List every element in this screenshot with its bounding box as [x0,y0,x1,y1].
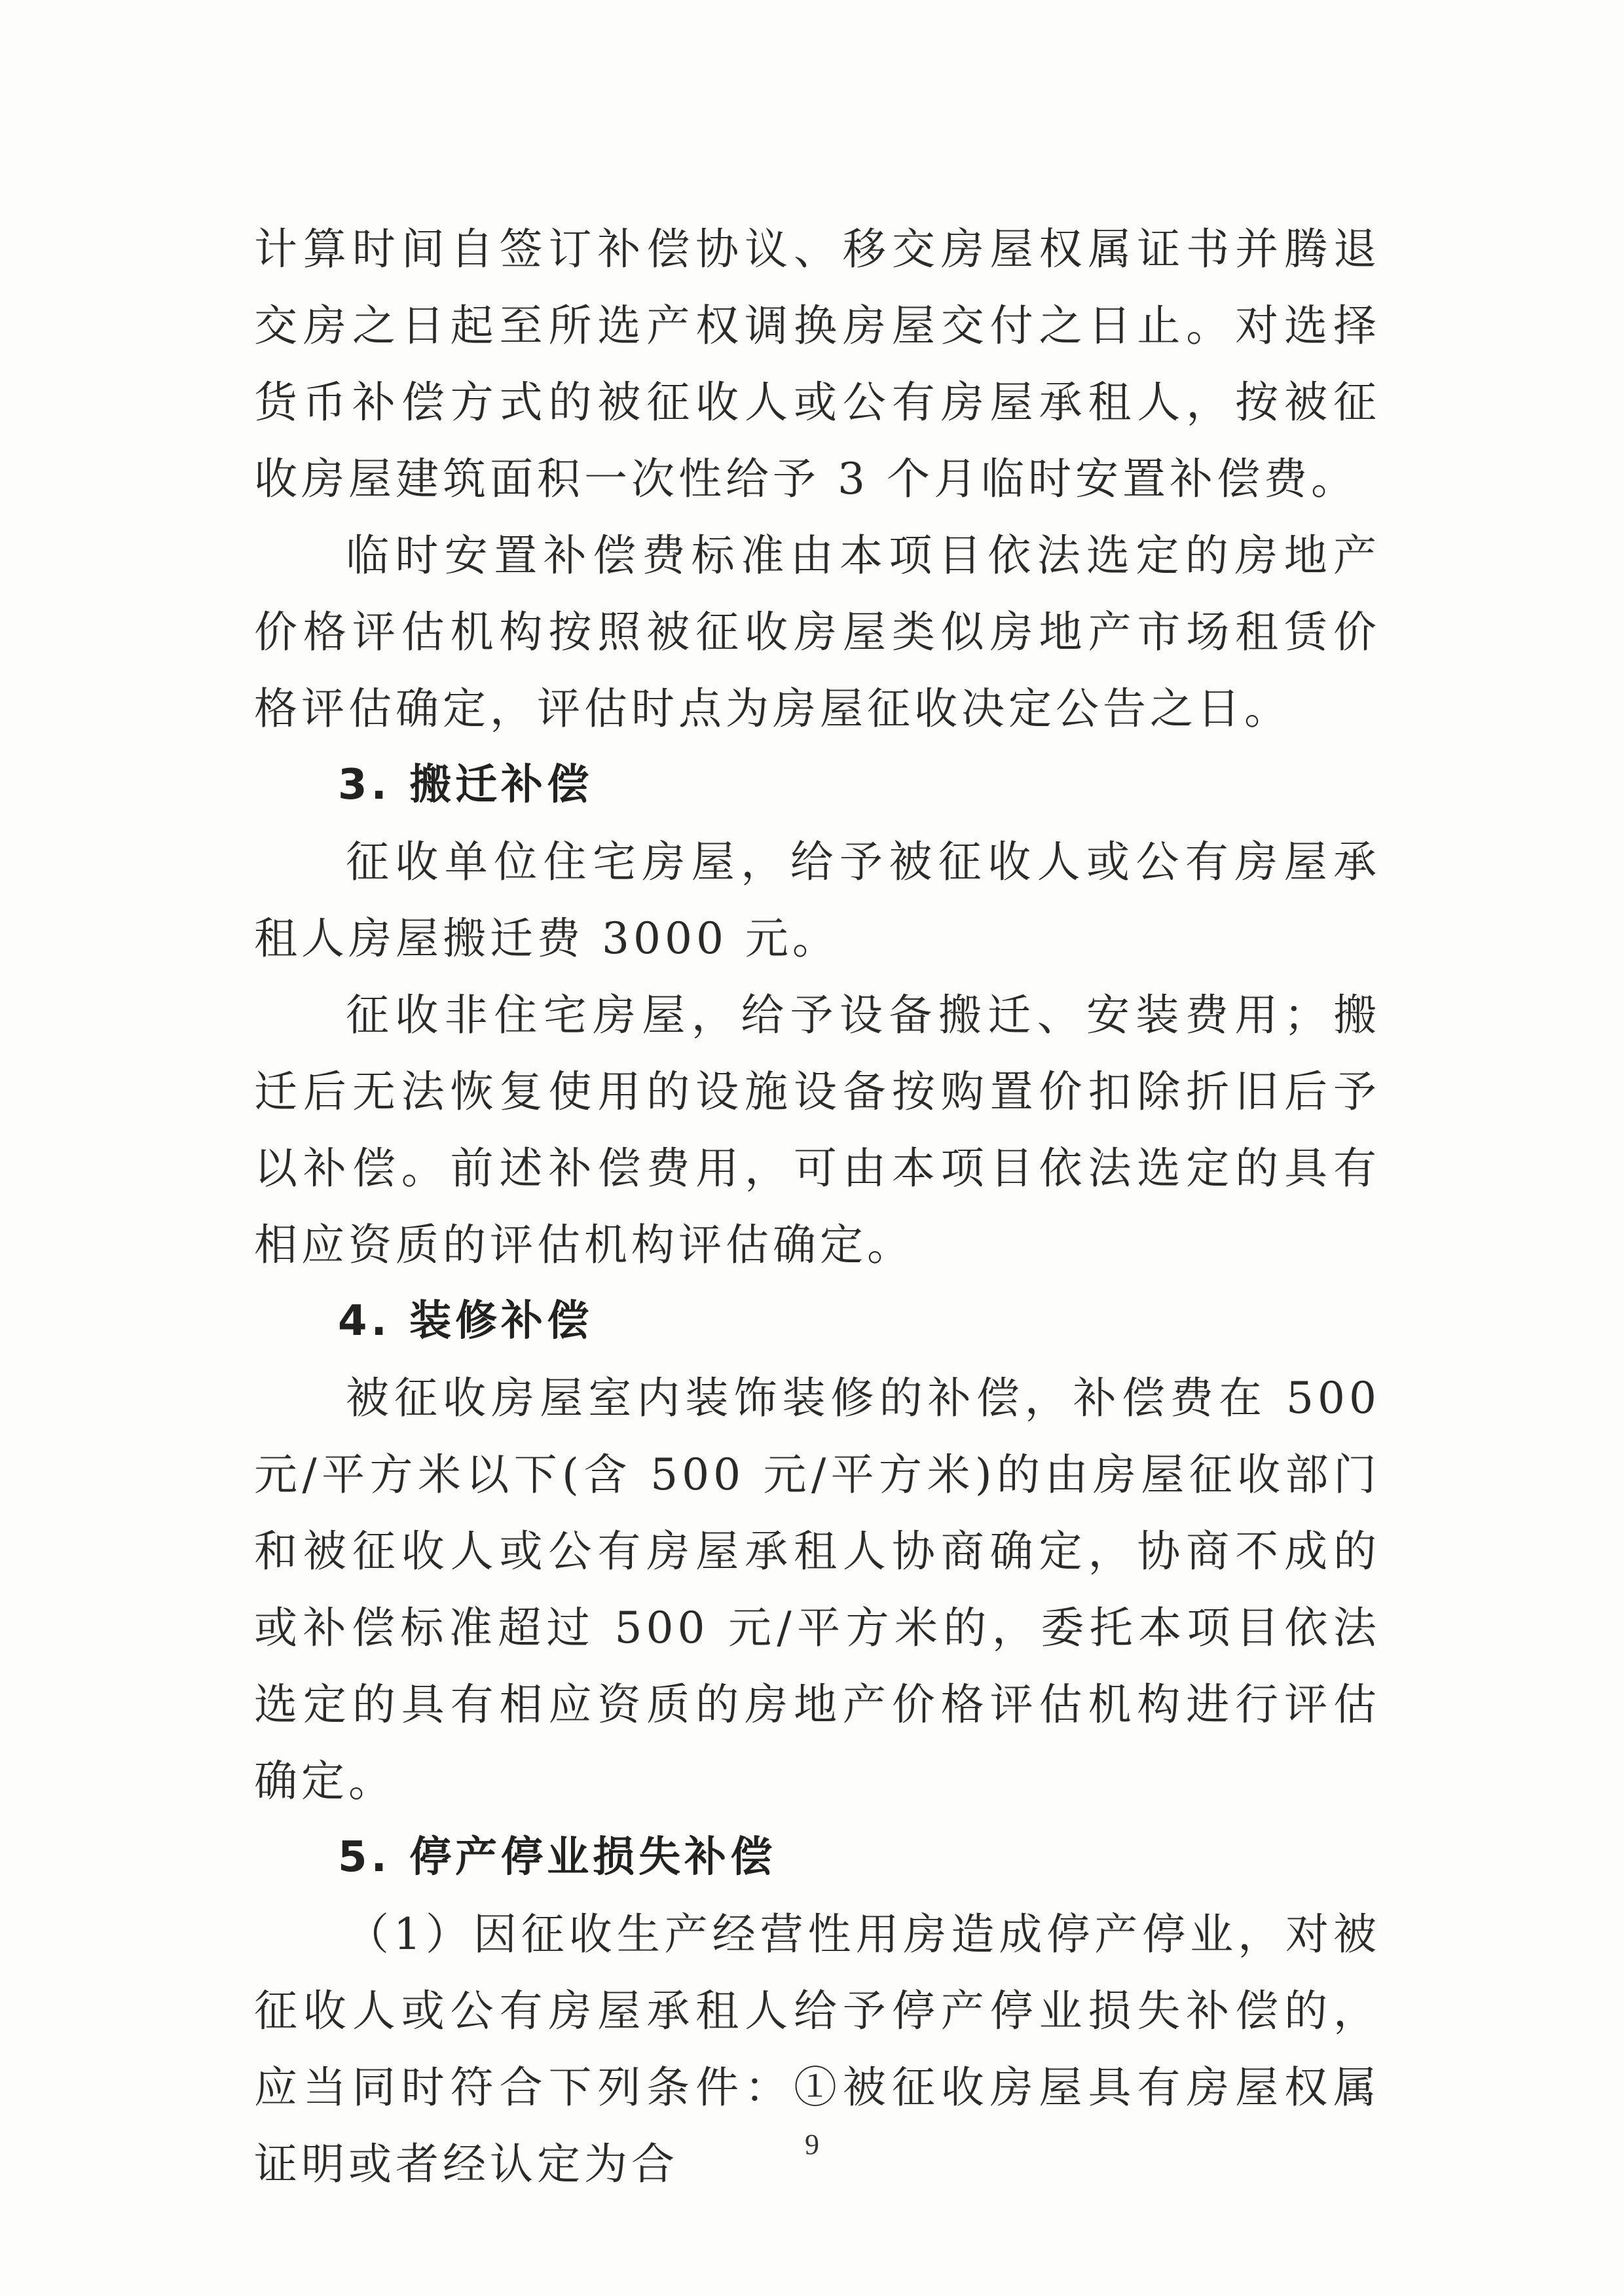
paragraph-temporary-resettlement-period: 计算时间自签订补偿协议、移交房屋权属证书并腾退交房之日起至所选产权调换房屋交付之日止。对选择货币补偿方式的被征收人或公有房屋承租人，按被征收房屋建筑面积一次性给予 3 个月临时安置补偿费。 [254,224,1380,504]
paragraph-decoration-compensation: 被征收房屋室内装饰装修的补偿，补偿费在 500 元/平方米以下(含 500 元/平方米)的由房屋征收部门和被征收人或公有房屋承租人协商确定，协商不成的或补偿标准超过 500 元/平方米的，委托本项目依法选定的具有相应资质的房地产价格评估机构进行评估确定。 [254,1373,1380,1806]
section-heading-relocation-compensation: 3. 搬迁补偿 [338,761,593,809]
paragraph-temporary-resettlement-standard: 临时安置补偿费标准由本项目依法选定的房地产价格评估机构按照被征收房屋类似房地产市场租赁价格评估确定，评估时点为房屋征收决定公告之日。 [254,530,1380,734]
paragraph-non-residential-relocation: 征收非住宅房屋，给予设备搬迁、安装费用；搬迁后无法恢复使用的设施设备按购置价扣除折旧后予以补偿。前述补偿费用，可由本项目依法选定的具有相应资质的评估机构评估确定。 [254,990,1380,1270]
paragraph-residential-relocation-fee: 征收单位住宅房屋，给予被征收人或公有房屋承租人房屋搬迁费 3000 元。 [254,837,1380,964]
page-body [254,211,1380,2202]
section-heading-business-loss-compensation: 5. 停产停业损失补偿 [338,1833,777,1882]
section-heading-decoration-compensation: 4. 装修补偿 [338,1297,593,1345]
paragraph-business-loss-conditions: （1）因征收生产经营性用房造成停产停业，对被征收人或公有房屋承租人给予停产停业损失补偿的，应当同时符合下列条件：①被征收房屋具有房屋权属证明或者经认定为合 [254,1909,1380,2189]
page-number: 9 [805,2128,819,2160]
